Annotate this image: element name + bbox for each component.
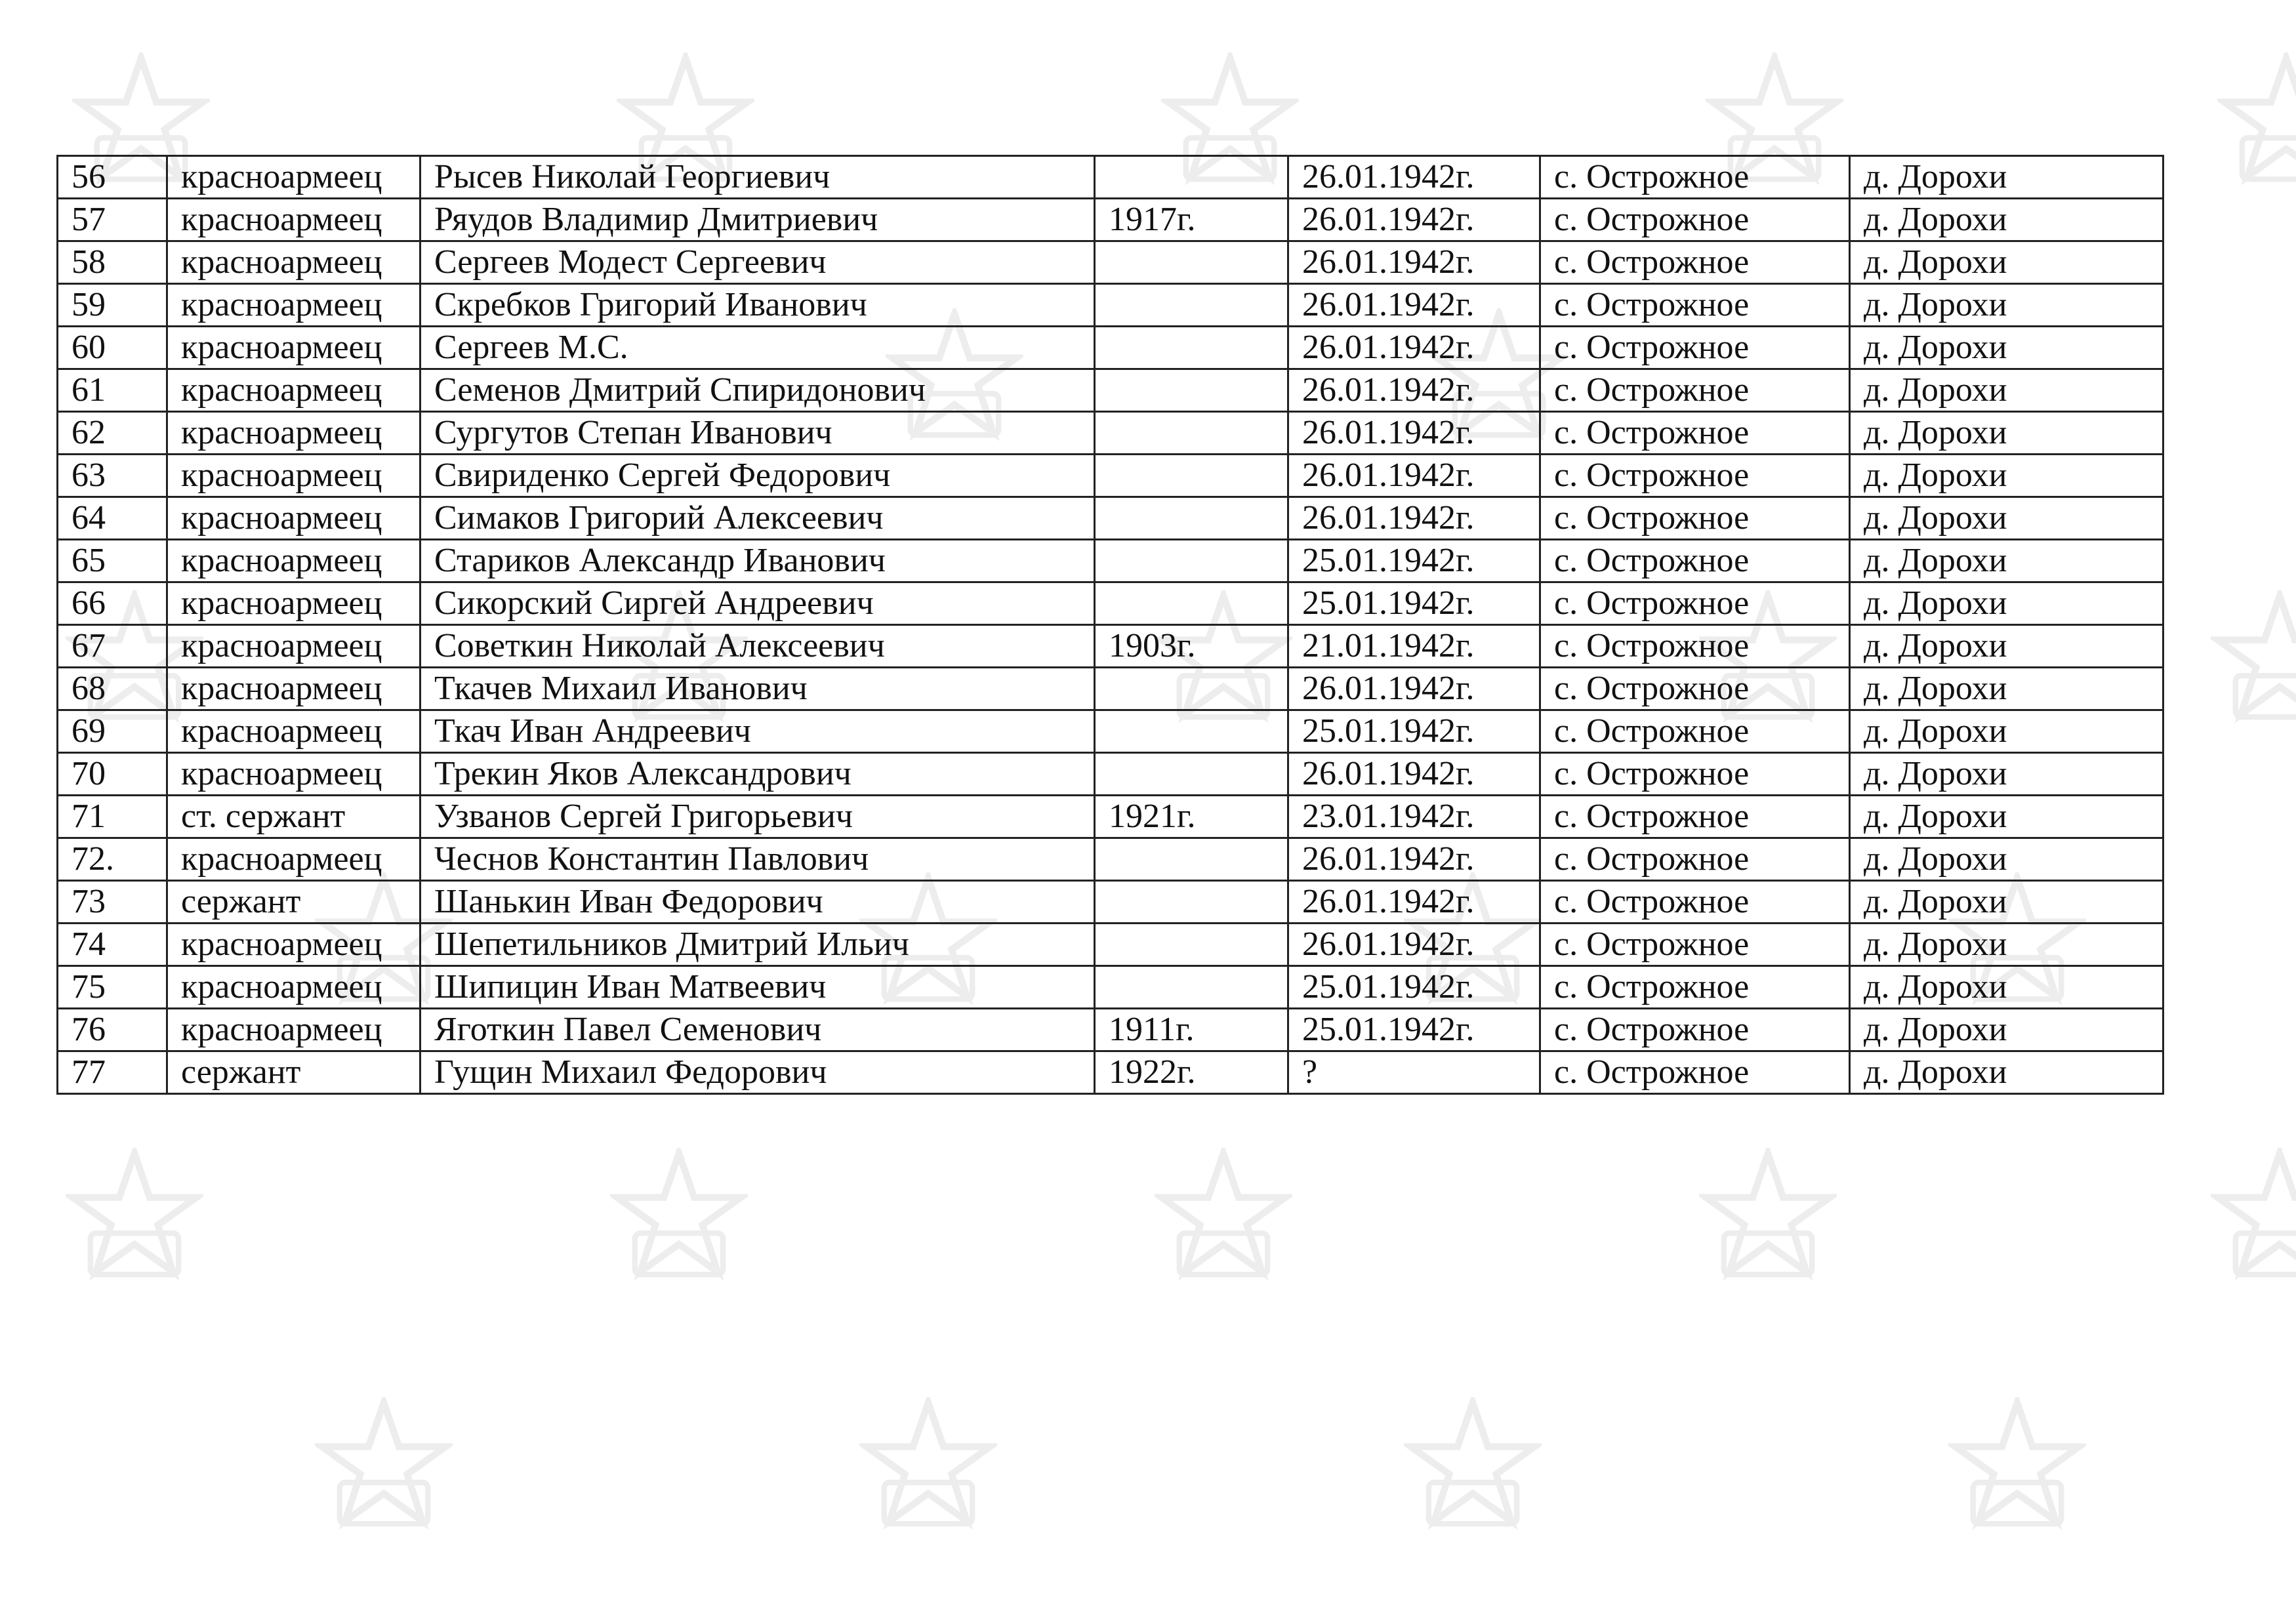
row-number-cell: 69: [58, 710, 167, 753]
rank-cell: красноармеец: [167, 753, 420, 796]
death-place-cell: с. Острожное: [1540, 668, 1850, 710]
birth-year-cell: [1095, 412, 1288, 455]
burial-place-cell: д. Дорохи: [1850, 838, 2163, 881]
rank-cell: красноармеец: [167, 710, 420, 753]
burial-place-cell: д. Дорохи: [1850, 881, 2163, 924]
name-cell: Ткач Иван Андреевич: [420, 710, 1095, 753]
name-cell: Рысев Николай Георгиевич: [420, 156, 1095, 199]
rank-cell: красноармеец: [167, 412, 420, 455]
birth-year-cell: [1095, 753, 1288, 796]
birth-year-cell: [1095, 966, 1288, 1009]
row-number-cell: 60: [58, 327, 167, 369]
birth-year-cell: [1095, 540, 1288, 582]
memory-star-stamp-icon: [610, 1148, 748, 1286]
birth-year-cell: [1095, 497, 1288, 540]
memory-star-stamp-icon: [2211, 1148, 2296, 1286]
death-date-cell: 25.01.1942г.: [1288, 1009, 1540, 1051]
burial-place-cell: д. Дорохи: [1850, 966, 2163, 1009]
row-number-cell: 57: [58, 199, 167, 241]
death-date-cell: 26.01.1942г.: [1288, 497, 1540, 540]
memory-star-stamp-icon: [315, 1397, 453, 1535]
death-place-cell: с. Острожное: [1540, 497, 1850, 540]
burial-place-cell: д. Дорохи: [1850, 1009, 2163, 1051]
burial-place-cell: д. Дорохи: [1850, 1051, 2163, 1094]
burial-place-cell: д. Дорохи: [1850, 924, 2163, 966]
row-number-cell: 64: [58, 497, 167, 540]
death-place-cell: с. Острожное: [1540, 753, 1850, 796]
birth-year-cell: [1095, 455, 1288, 497]
death-place-cell: с. Острожное: [1540, 284, 1850, 327]
birth-year-cell: [1095, 284, 1288, 327]
birth-year-cell: 1911г.: [1095, 1009, 1288, 1051]
death-date-cell: 26.01.1942г.: [1288, 924, 1540, 966]
burial-place-cell: д. Дорохи: [1850, 455, 2163, 497]
rank-cell: красноармеец: [167, 156, 420, 199]
name-cell: Шанькин Иван Федорович: [420, 881, 1095, 924]
table-row: [58, 668, 2163, 710]
death-date-cell: 26.01.1942г.: [1288, 327, 1540, 369]
name-cell: Сургутов Степан Иванович: [420, 412, 1095, 455]
table-row: [58, 796, 2163, 838]
row-number-cell: 58: [58, 241, 167, 284]
rank-cell: ст. сержант: [167, 796, 420, 838]
burial-place-cell: д. Дорохи: [1850, 796, 2163, 838]
row-number-cell: 70: [58, 753, 167, 796]
death-place-cell: с. Острожное: [1540, 966, 1850, 1009]
death-date-cell: 25.01.1942г.: [1288, 582, 1540, 625]
burial-place-cell: д. Дорохи: [1850, 497, 2163, 540]
row-number-cell: 71: [58, 796, 167, 838]
death-place-cell: с. Острожное: [1540, 625, 1850, 668]
rank-cell: красноармеец: [167, 241, 420, 284]
death-place-cell: с. Острожное: [1540, 327, 1850, 369]
burial-place-cell: д. Дорохи: [1850, 156, 2163, 199]
name-cell: Симаков Григорий Алексеевич: [420, 497, 1095, 540]
table-row: [58, 369, 2163, 412]
table-row: [58, 327, 2163, 369]
rank-cell: красноармеец: [167, 455, 420, 497]
memory-star-stamp-icon: [2211, 590, 2296, 728]
rank-cell: красноармеец: [167, 540, 420, 582]
death-date-cell: 26.01.1942г.: [1288, 455, 1540, 497]
row-number-cell: 75: [58, 966, 167, 1009]
name-cell: Гущин Михаил Федорович: [420, 1051, 1095, 1094]
death-place-cell: с. Острожное: [1540, 881, 1850, 924]
name-cell: Яготкин Павел Семенович: [420, 1009, 1095, 1051]
name-cell: Трекин Яков Александрович: [420, 753, 1095, 796]
table-row: [58, 412, 2163, 455]
birth-year-cell: [1095, 327, 1288, 369]
burial-place-cell: д. Дорохи: [1850, 327, 2163, 369]
birth-year-cell: [1095, 838, 1288, 881]
row-number-cell: 66: [58, 582, 167, 625]
memory-star-stamp-icon: [859, 1397, 997, 1535]
row-number-cell: 59: [58, 284, 167, 327]
burial-place-cell: д. Дорохи: [1850, 753, 2163, 796]
row-number-cell: 56: [58, 156, 167, 199]
death-date-cell: 26.01.1942г.: [1288, 369, 1540, 412]
birth-year-cell: [1095, 241, 1288, 284]
birth-year-cell: 1921г.: [1095, 796, 1288, 838]
table-row: [58, 881, 2163, 924]
table-row: [58, 497, 2163, 540]
burial-place-cell: д. Дорохи: [1850, 625, 2163, 668]
burial-place-cell: д. Дорохи: [1850, 412, 2163, 455]
birth-year-cell: 1917г.: [1095, 199, 1288, 241]
burial-place-cell: д. Дорохи: [1850, 540, 2163, 582]
death-date-cell: 25.01.1942г.: [1288, 540, 1540, 582]
death-place-cell: с. Острожное: [1540, 710, 1850, 753]
name-cell: Стариков Александр Иванович: [420, 540, 1095, 582]
rank-cell: сержант: [167, 1051, 420, 1094]
burial-place-cell: д. Дорохи: [1850, 284, 2163, 327]
death-date-cell: 26.01.1942г.: [1288, 668, 1540, 710]
death-date-cell: 25.01.1942г.: [1288, 710, 1540, 753]
rank-cell: красноармеец: [167, 582, 420, 625]
death-place-cell: с. Острожное: [1540, 455, 1850, 497]
burial-place-cell: д. Дорохи: [1850, 241, 2163, 284]
birth-year-cell: [1095, 156, 1288, 199]
row-number-cell: 62: [58, 412, 167, 455]
row-number-cell: 67: [58, 625, 167, 668]
death-date-cell: 26.01.1942г.: [1288, 156, 1540, 199]
rank-cell: красноармеец: [167, 838, 420, 881]
death-place-cell: с. Острожное: [1540, 838, 1850, 881]
death-date-cell: 26.01.1942г.: [1288, 412, 1540, 455]
death-place-cell: с. Острожное: [1540, 924, 1850, 966]
death-date-cell: 23.01.1942г.: [1288, 796, 1540, 838]
name-cell: Семенов Дмитрий Спиридонович: [420, 369, 1095, 412]
birth-year-cell: [1095, 710, 1288, 753]
birth-year-cell: [1095, 369, 1288, 412]
name-cell: Сергеев М.С.: [420, 327, 1095, 369]
death-date-cell: 26.01.1942г.: [1288, 838, 1540, 881]
death-date-cell: 26.01.1942г.: [1288, 881, 1540, 924]
table-row: [58, 284, 2163, 327]
death-date-cell: 26.01.1942г.: [1288, 284, 1540, 327]
table-row: [58, 199, 2163, 241]
burial-place-cell: д. Дорохи: [1850, 668, 2163, 710]
memory-star-stamp-icon: [2217, 52, 2296, 190]
name-cell: Сикорский Сиргей Андреевич: [420, 582, 1095, 625]
row-number-cell: 61: [58, 369, 167, 412]
death-place-cell: с. Острожное: [1540, 241, 1850, 284]
birth-year-cell: [1095, 582, 1288, 625]
table-row: [58, 838, 2163, 881]
table-row: [58, 582, 2163, 625]
table-row: [58, 1009, 2163, 1051]
row-number-cell: 68: [58, 668, 167, 710]
death-place-cell: с. Острожное: [1540, 1051, 1850, 1094]
casualty-table-body: [58, 156, 2163, 1094]
death-date-cell: 25.01.1942г.: [1288, 966, 1540, 1009]
name-cell: Советкин Николай Алексеевич: [420, 625, 1095, 668]
rank-cell: красноармеец: [167, 924, 420, 966]
row-number-cell: 76: [58, 1009, 167, 1051]
rank-cell: красноармеец: [167, 1009, 420, 1051]
death-place-cell: с. Острожное: [1540, 540, 1850, 582]
casualty-table: [56, 155, 2164, 1095]
rank-cell: красноармеец: [167, 369, 420, 412]
rank-cell: красноармеец: [167, 199, 420, 241]
rank-cell: красноармеец: [167, 668, 420, 710]
death-place-cell: с. Острожное: [1540, 369, 1850, 412]
rank-cell: красноармеец: [167, 966, 420, 1009]
row-number-cell: 63: [58, 455, 167, 497]
rank-cell: красноармеец: [167, 625, 420, 668]
memory-star-stamp-icon: [1699, 1148, 1837, 1286]
death-date-cell: 26.01.1942г.: [1288, 753, 1540, 796]
name-cell: Сергеев Модест Сергеевич: [420, 241, 1095, 284]
burial-place-cell: д. Дорохи: [1850, 582, 2163, 625]
table-row: [58, 753, 2163, 796]
table-row: [58, 966, 2163, 1009]
row-number-cell: 65: [58, 540, 167, 582]
row-number-cell: 72.: [58, 838, 167, 881]
table-row: [58, 1051, 2163, 1094]
burial-place-cell: д. Дорохи: [1850, 710, 2163, 753]
birth-year-cell: [1095, 668, 1288, 710]
memory-star-stamp-icon: [66, 1148, 203, 1286]
death-place-cell: с. Острожное: [1540, 1009, 1850, 1051]
table-row: [58, 455, 2163, 497]
name-cell: Узванов Сергей Григорьевич: [420, 796, 1095, 838]
rank-cell: красноармеец: [167, 327, 420, 369]
birth-year-cell: 1922г.: [1095, 1051, 1288, 1094]
birth-year-cell: [1095, 924, 1288, 966]
death-date-cell: 26.01.1942г.: [1288, 199, 1540, 241]
table-row: [58, 241, 2163, 284]
rank-cell: красноармеец: [167, 497, 420, 540]
table-row: [58, 710, 2163, 753]
burial-place-cell: д. Дорохи: [1850, 199, 2163, 241]
name-cell: Ткачев Михаил Иванович: [420, 668, 1095, 710]
rank-cell: сержант: [167, 881, 420, 924]
burial-place-cell: д. Дорохи: [1850, 369, 2163, 412]
table-row: [58, 156, 2163, 199]
name-cell: Чеснов Константин Павлович: [420, 838, 1095, 881]
row-number-cell: 74: [58, 924, 167, 966]
name-cell: Шепетильников Дмитрий Ильич: [420, 924, 1095, 966]
table-row: [58, 540, 2163, 582]
name-cell: Ряудов Владимир Дмитриевич: [420, 199, 1095, 241]
death-date-cell: ?: [1288, 1051, 1540, 1094]
rank-cell: красноармеец: [167, 284, 420, 327]
row-number-cell: 73: [58, 881, 167, 924]
death-date-cell: 26.01.1942г.: [1288, 241, 1540, 284]
name-cell: Шипицин Иван Матвеевич: [420, 966, 1095, 1009]
memory-star-stamp-icon: [1155, 1148, 1292, 1286]
table-row: [58, 924, 2163, 966]
death-place-cell: с. Острожное: [1540, 796, 1850, 838]
death-place-cell: с. Острожное: [1540, 412, 1850, 455]
death-place-cell: с. Острожное: [1540, 156, 1850, 199]
memory-star-stamp-icon: [1404, 1397, 1542, 1535]
row-number-cell: 77: [58, 1051, 167, 1094]
birth-year-cell: [1095, 881, 1288, 924]
name-cell: Свириденко Сергей Федорович: [420, 455, 1095, 497]
death-place-cell: с. Острожное: [1540, 582, 1850, 625]
death-date-cell: 21.01.1942г.: [1288, 625, 1540, 668]
death-place-cell: с. Острожное: [1540, 199, 1850, 241]
memory-star-stamp-icon: [1948, 1397, 2086, 1535]
birth-year-cell: 1903г.: [1095, 625, 1288, 668]
table-row: [58, 625, 2163, 668]
name-cell: Скребков Григорий Иванович: [420, 284, 1095, 327]
